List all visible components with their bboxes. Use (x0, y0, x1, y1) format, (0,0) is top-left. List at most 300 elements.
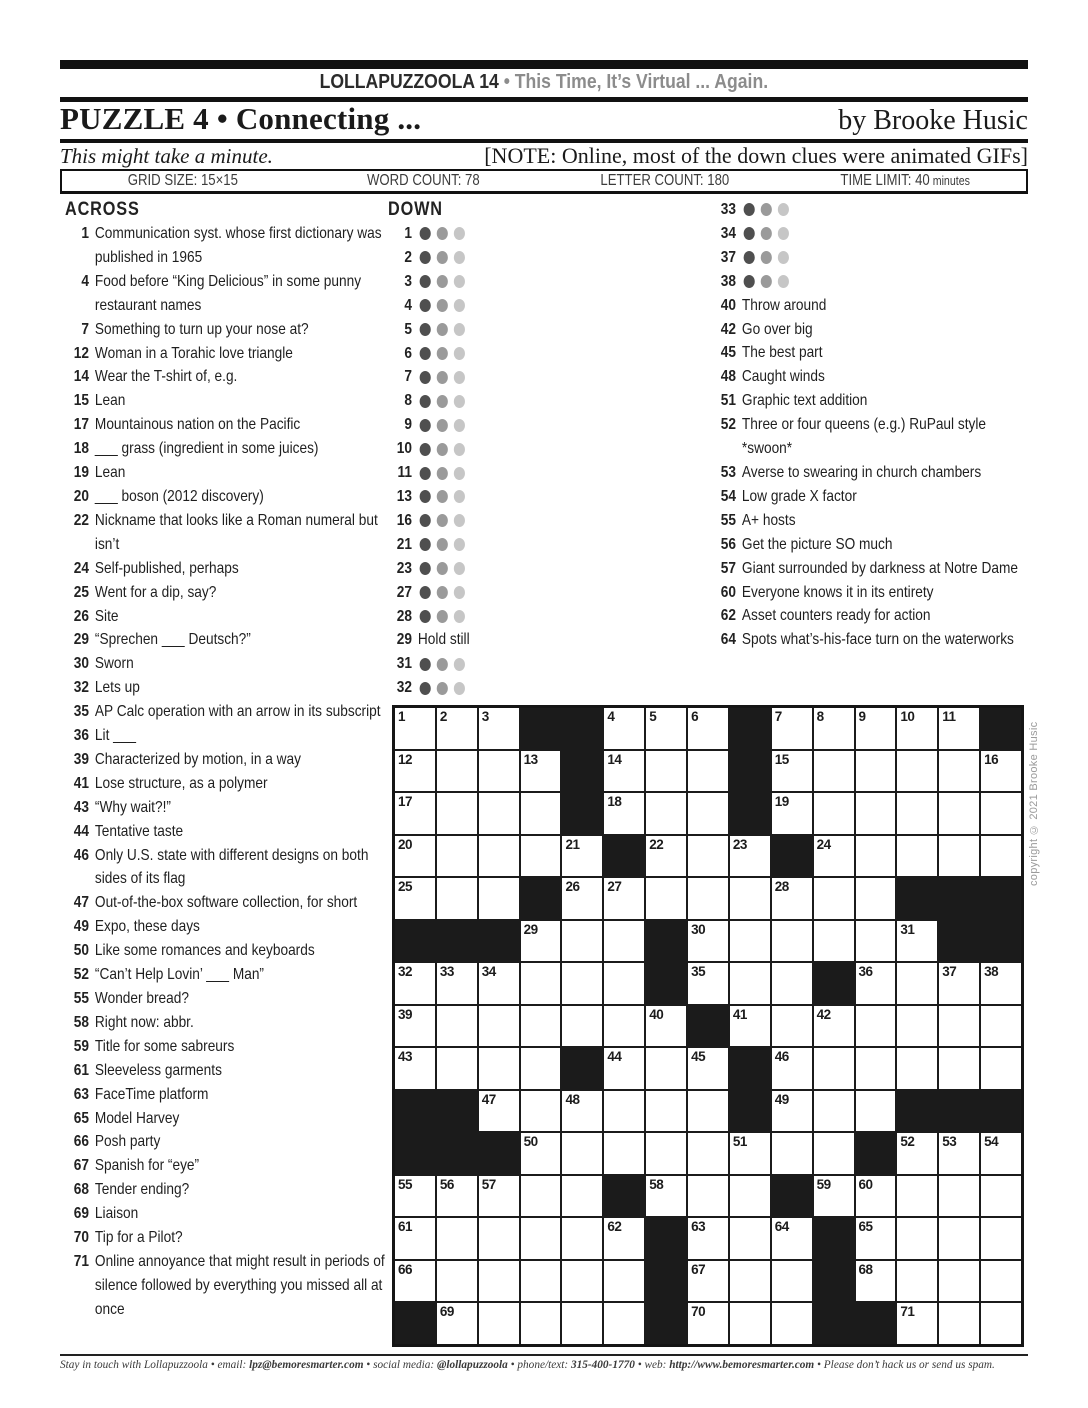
grid-cell-number: 27 (607, 879, 622, 895)
grid-cell[interactable] (395, 1261, 435, 1302)
grid-cell-number: 19 (774, 794, 789, 810)
grid-cell-number: 13 (523, 751, 538, 767)
grid-cell[interactable] (562, 1303, 602, 1344)
grid-cell[interactable] (479, 1006, 519, 1047)
grid-cell[interactable] (730, 1218, 770, 1259)
clue-item (65, 365, 390, 389)
dot-icon (437, 323, 448, 336)
grid-cell-number: 35 (691, 964, 706, 980)
grid-cell[interactable] (772, 1133, 812, 1174)
dot-icon (761, 227, 772, 240)
grid-cell[interactable] (730, 878, 770, 919)
grid-cell[interactable] (688, 708, 728, 749)
grid-cell[interactable] (856, 793, 896, 834)
grid-cell[interactable] (939, 708, 979, 749)
clue-text: Title for some sabreurs (94, 1037, 235, 1055)
grid-cell[interactable] (730, 921, 770, 962)
clue-item (388, 365, 645, 389)
grid-cell-number: 23 (732, 836, 747, 852)
grid-cell[interactable] (856, 708, 896, 749)
clue-number: 39 (73, 750, 89, 768)
grid-cell-number: 31 (900, 921, 915, 937)
animated-gif-loading-dots-icon (744, 270, 789, 294)
grid-cell[interactable] (437, 793, 477, 834)
grid-cell[interactable] (897, 1218, 937, 1259)
grid-cell-number: 36 (858, 964, 873, 980)
clue-number: 25 (73, 583, 89, 601)
grid-cell[interactable] (604, 1006, 644, 1047)
grid-cell[interactable] (939, 1006, 979, 1047)
dot-icon (778, 203, 789, 216)
animated-gif-loading-dots-icon (420, 557, 465, 581)
grid-cell[interactable] (939, 1048, 979, 1089)
clue-text: Something to turn up your nose at? (94, 320, 309, 338)
dot-icon (420, 562, 431, 575)
grid-cell[interactable] (814, 1048, 854, 1089)
grid-cell[interactable] (604, 921, 644, 962)
grid-cell-black (814, 1218, 854, 1259)
grid-cell[interactable] (772, 793, 812, 834)
grid-cell[interactable] (521, 1006, 561, 1047)
grid-cell[interactable] (646, 1091, 686, 1132)
dot-icon (778, 251, 789, 264)
grid-cell-black (981, 921, 1021, 962)
grid-cell[interactable] (688, 836, 728, 877)
grid-cell[interactable] (479, 963, 519, 1004)
grid-cell[interactable] (479, 793, 519, 834)
grid-cell-black (562, 708, 602, 749)
dot-icon (454, 586, 465, 599)
grid-cell[interactable] (521, 793, 561, 834)
grid-cell[interactable] (562, 1091, 602, 1132)
clue-text: Food before “King Delicious” in some punny restaurant names (94, 272, 362, 314)
grid-cell[interactable] (814, 751, 854, 792)
grid-cell[interactable] (395, 751, 435, 792)
grid-cell[interactable] (814, 1091, 854, 1132)
grid-cell[interactable] (688, 921, 728, 962)
dot-icon (420, 371, 431, 384)
grid-cell[interactable] (772, 1303, 812, 1344)
grid-cell[interactable] (772, 1218, 812, 1259)
grid-cell[interactable] (856, 1261, 896, 1302)
clue-text: Only U.S. state with different designs on both sides of its flag (94, 846, 369, 888)
grid-cell[interactable] (772, 1261, 812, 1302)
grid-cell-number: 48 (565, 1091, 580, 1107)
clue-item (65, 461, 390, 485)
grid-cell[interactable] (856, 836, 896, 877)
clue-item (65, 1178, 390, 1202)
grid-cell[interactable] (521, 1048, 561, 1089)
grid-cell[interactable] (730, 1006, 770, 1047)
grid-cell-black (646, 1303, 686, 1344)
dot-icon (437, 682, 448, 695)
clue-item (65, 820, 390, 844)
grid-cell[interactable] (437, 1218, 477, 1259)
grid-cell[interactable] (604, 878, 644, 919)
grid-cell[interactable] (479, 1303, 519, 1344)
grid-cell[interactable] (395, 1218, 435, 1259)
grid-cell[interactable] (688, 1133, 728, 1174)
grid-cell-number: 44 (607, 1049, 622, 1065)
grid-cell[interactable] (437, 1048, 477, 1089)
grid-cell[interactable] (646, 708, 686, 749)
grid-cell[interactable] (395, 963, 435, 1004)
grid-cell[interactable] (562, 1261, 602, 1302)
grid-cell[interactable] (646, 1176, 686, 1217)
clue-item (65, 700, 390, 724)
grid-cell[interactable] (646, 1048, 686, 1089)
grid-cell[interactable] (479, 878, 519, 919)
dot-icon (437, 586, 448, 599)
grid-cell[interactable] (688, 1261, 728, 1302)
grid-cell[interactable] (437, 1006, 477, 1047)
grid-cell-black (981, 708, 1021, 749)
clue-number: 69 (73, 1205, 89, 1223)
grid-cell-number: 45 (691, 1049, 706, 1065)
clue-text: Throw around (741, 296, 827, 314)
grid-cell[interactable] (897, 793, 937, 834)
grid-cell[interactable] (562, 1176, 602, 1217)
grid-cell-number: 28 (774, 879, 789, 895)
grid-cell[interactable] (939, 1261, 979, 1302)
grid-cell[interactable] (521, 921, 561, 962)
down-column-continued (712, 198, 1030, 652)
grid-cell[interactable] (521, 1176, 561, 1217)
grid-cell[interactable] (981, 1261, 1021, 1302)
grid-cell[interactable] (730, 836, 770, 877)
clue-number: 61 (73, 1061, 89, 1079)
grid-cell-number: 15 (774, 751, 789, 767)
grid-cell[interactable] (856, 1176, 896, 1217)
grid-cell-black (437, 1091, 477, 1132)
grid-cell[interactable] (604, 708, 644, 749)
grid-cell[interactable] (562, 836, 602, 877)
grid-cell[interactable] (437, 878, 477, 919)
grid-cell[interactable] (814, 878, 854, 919)
clue-item (712, 557, 1030, 581)
grid-cell[interactable] (688, 751, 728, 792)
clue-item (388, 652, 645, 676)
grid-cell[interactable] (939, 963, 979, 1004)
grid-cell[interactable] (395, 1006, 435, 1047)
grid-cell[interactable] (437, 708, 477, 749)
grid-cell[interactable] (562, 921, 602, 962)
clue-number: 7 (81, 320, 89, 338)
clue-item (712, 533, 1030, 557)
animated-gif-loading-dots-icon (420, 437, 465, 461)
grid-cell[interactable] (897, 1006, 937, 1047)
clue-text: A+ hosts (741, 511, 796, 529)
grid-cell[interactable] (772, 1091, 812, 1132)
dot-icon (420, 610, 431, 623)
dot-icon (437, 347, 448, 360)
grid-cell[interactable] (814, 1133, 854, 1174)
grid-cell[interactable] (521, 836, 561, 877)
grid-cell-number: 57 (481, 1176, 496, 1192)
clue-text: “Can’t Help Lovin’ ___ Man” (94, 966, 264, 984)
grid-cell-black (981, 1091, 1021, 1132)
grid-cell[interactable] (856, 1048, 896, 1089)
clue-item (712, 341, 1030, 365)
grid-cell[interactable] (981, 793, 1021, 834)
clue-text: Went for a dip, say? (94, 583, 217, 601)
grid-cell[interactable] (479, 1091, 519, 1132)
grid-cell-black (604, 1176, 644, 1217)
grid-cell[interactable] (814, 708, 854, 749)
grid-cell[interactable] (521, 1261, 561, 1302)
grid-cell[interactable] (479, 1176, 519, 1217)
grid-cell[interactable] (730, 1176, 770, 1217)
clue-item (712, 389, 1030, 413)
grid-cell[interactable] (772, 878, 812, 919)
grid-cell[interactable] (479, 1218, 519, 1259)
grid-cell[interactable] (521, 1133, 561, 1174)
grid-cell[interactable] (479, 708, 519, 749)
grid-cell[interactable] (897, 1303, 937, 1344)
grid-cell[interactable] (897, 1133, 937, 1174)
grid-cell[interactable] (688, 878, 728, 919)
grid-cell[interactable] (939, 836, 979, 877)
grid-cell[interactable] (897, 751, 937, 792)
grid-cell[interactable] (897, 1261, 937, 1302)
grid-cell[interactable] (772, 1048, 812, 1089)
grid-cell[interactable] (688, 963, 728, 1004)
grid-cell[interactable] (856, 1218, 896, 1259)
footer-contact-value: 315-400-1770 (570, 1357, 635, 1371)
grid-cell[interactable] (981, 836, 1021, 877)
grid-cell-number: 5 (649, 709, 657, 724)
grid-cell[interactable] (604, 1261, 644, 1302)
grid-cell[interactable] (437, 1176, 477, 1217)
clue-item (65, 844, 390, 892)
clue-item (65, 1011, 390, 1035)
grid-cell[interactable] (939, 1303, 979, 1344)
grid-cell[interactable] (646, 836, 686, 877)
grid-cell[interactable] (688, 1176, 728, 1217)
info-bar (60, 169, 1028, 194)
grid-cell[interactable] (562, 963, 602, 1004)
grid-cell[interactable] (814, 1176, 854, 1217)
clue-text: Like some romances and keyboards (94, 942, 315, 960)
grid-cell[interactable] (981, 1048, 1021, 1089)
clue-item (65, 222, 390, 270)
grid-cell-number: 16 (984, 751, 999, 767)
clue-item (65, 1059, 390, 1083)
grid-cell[interactable] (479, 1048, 519, 1089)
grid-cell[interactable] (981, 1218, 1021, 1259)
grid-cell[interactable] (646, 878, 686, 919)
clue-text: AP Calc operation with an arrow in its subscript (94, 703, 381, 721)
clue-number: 70 (73, 1229, 89, 1247)
grid-cell[interactable] (437, 836, 477, 877)
grid-cell-number: 24 (816, 836, 831, 852)
grid-cell[interactable] (981, 1006, 1021, 1047)
grid-cell[interactable] (772, 751, 812, 792)
grid-cell[interactable] (604, 1218, 644, 1259)
footer-text: Stay in touch with Lollapuzzoola • email: (60, 1357, 250, 1371)
clue-number: 52 (720, 416, 736, 434)
clue-number: 14 (73, 368, 89, 386)
grid-cell[interactable] (437, 963, 477, 1004)
clue-item (65, 891, 390, 915)
footer-text: • web: (634, 1357, 670, 1371)
grid-cell[interactable] (814, 793, 854, 834)
clue-number: 11 (397, 464, 412, 482)
grid-cell[interactable] (437, 1303, 477, 1344)
grid-cell-number: 9 (858, 709, 866, 724)
grid-cell[interactable] (646, 1006, 686, 1047)
grid-cell[interactable] (688, 1091, 728, 1132)
grid-cell[interactable] (730, 1261, 770, 1302)
grid-cell[interactable] (604, 751, 644, 792)
grid-cell[interactable] (856, 878, 896, 919)
grid-cell[interactable] (730, 1303, 770, 1344)
dot-icon (744, 203, 755, 216)
grid-cell[interactable] (437, 1261, 477, 1302)
grid-cell[interactable] (981, 1176, 1021, 1217)
grid-cell[interactable] (437, 751, 477, 792)
grid-cell[interactable] (604, 793, 644, 834)
grid-cell-number: 3 (481, 709, 489, 724)
top-black-bar (60, 60, 1028, 69)
grid-cell[interactable] (521, 1091, 561, 1132)
clue-number: 53 (720, 463, 736, 481)
grid-cell[interactable] (939, 1218, 979, 1259)
grid-cell[interactable] (521, 1303, 561, 1344)
grid-cell[interactable] (981, 751, 1021, 792)
dot-icon (454, 443, 465, 456)
clue-item (388, 222, 645, 246)
grid-cell[interactable] (395, 836, 435, 877)
grid-cell[interactable] (856, 963, 896, 1004)
clue-item (388, 318, 645, 342)
clue-number: 43 (73, 798, 89, 816)
clue-item (65, 1202, 390, 1226)
clue-number: 52 (73, 966, 89, 984)
clue-number: 37 (720, 248, 736, 266)
grid-cell[interactable] (730, 963, 770, 1004)
grid-cell[interactable] (688, 1048, 728, 1089)
clue-item (388, 605, 645, 629)
grid-cell[interactable] (814, 921, 854, 962)
dot-icon (454, 323, 465, 336)
grid-cell[interactable] (897, 921, 937, 962)
grid-cell[interactable] (772, 708, 812, 749)
grid-cell[interactable] (897, 1176, 937, 1217)
grid-cell[interactable] (981, 963, 1021, 1004)
grid-cell[interactable] (939, 1133, 979, 1174)
dot-icon (454, 490, 465, 503)
grid-cell[interactable] (814, 836, 854, 877)
grid-cell[interactable] (395, 1048, 435, 1089)
grid-cell[interactable] (772, 1006, 812, 1047)
clue-number: 4 (404, 296, 412, 314)
grid-cell[interactable] (395, 878, 435, 919)
grid-cell[interactable] (939, 1176, 979, 1217)
grid-cell[interactable] (604, 1303, 644, 1344)
clue-text: Posh party (94, 1133, 161, 1151)
grid-cell[interactable] (395, 708, 435, 749)
grid-cell[interactable] (521, 963, 561, 1004)
grid-cell[interactable] (604, 1091, 644, 1132)
grid-cell[interactable] (479, 836, 519, 877)
grid-cell[interactable] (521, 1218, 561, 1259)
puzzle-title: PUZZLE 4 • Connecting ... (60, 101, 422, 136)
clue-item (388, 246, 645, 270)
clue-number: 54 (720, 487, 736, 505)
grid-cell[interactable] (395, 1176, 435, 1217)
grid-cell[interactable] (856, 921, 896, 962)
dot-icon (454, 682, 465, 695)
grid-cell-black (772, 1176, 812, 1217)
clue-item (712, 604, 1030, 628)
grid-cell[interactable] (562, 1218, 602, 1259)
grid-cell[interactable] (856, 1091, 896, 1132)
grid-cell-black (646, 1218, 686, 1259)
grid-cell[interactable] (604, 1048, 644, 1089)
grid-cell[interactable] (395, 793, 435, 834)
grid-cell[interactable] (981, 1133, 1021, 1174)
grid-cell[interactable] (856, 751, 896, 792)
grid-cell[interactable] (772, 963, 812, 1004)
down-column (388, 198, 645, 700)
grid-cell[interactable] (688, 1303, 728, 1344)
grid-cell-black (562, 793, 602, 834)
grid-cell[interactable] (688, 793, 728, 834)
grid-cell[interactable] (897, 1048, 937, 1089)
grid-cell[interactable] (562, 1133, 602, 1174)
grid-cell[interactable] (562, 878, 602, 919)
grid-cell[interactable] (479, 751, 519, 792)
grid-cell[interactable] (939, 793, 979, 834)
clue-item (65, 1035, 390, 1059)
grid-cell-number: 39 (398, 1006, 413, 1022)
dot-icon (454, 299, 465, 312)
grid-cell[interactable] (479, 1261, 519, 1302)
clue-item (712, 246, 1030, 270)
grid-cell[interactable] (897, 836, 937, 877)
grid-cell[interactable] (814, 1006, 854, 1047)
grid-cell[interactable] (688, 1218, 728, 1259)
grid-cell[interactable] (604, 963, 644, 1004)
down-clue-list (388, 222, 645, 700)
grid-cell[interactable] (646, 793, 686, 834)
grid-cell[interactable] (562, 1006, 602, 1047)
clue-number: 1 (404, 225, 412, 242)
grid-cell-number: 43 (398, 1049, 413, 1065)
grid-cell-black (479, 1133, 519, 1174)
grid-cell[interactable] (897, 963, 937, 1004)
grid-cell[interactable] (981, 1303, 1021, 1344)
clue-item (388, 485, 645, 509)
grid-cell[interactable] (730, 1133, 770, 1174)
grid-cell-number: 25 (398, 879, 413, 895)
grid-cell[interactable] (939, 751, 979, 792)
grid-cell[interactable] (604, 1133, 644, 1174)
grid-cell-number: 41 (732, 1006, 747, 1022)
clue-item (712, 198, 1030, 222)
grid-cell-number: 29 (523, 921, 538, 937)
grid-cell[interactable] (897, 708, 937, 749)
grid-cell[interactable] (646, 751, 686, 792)
clue-number: 35 (73, 703, 89, 721)
grid-cell[interactable] (646, 1133, 686, 1174)
grid-cell[interactable] (772, 921, 812, 962)
clue-number: 5 (404, 320, 412, 338)
grid-cell[interactable] (521, 751, 561, 792)
grid-cell[interactable] (856, 1006, 896, 1047)
dot-icon (454, 562, 465, 575)
